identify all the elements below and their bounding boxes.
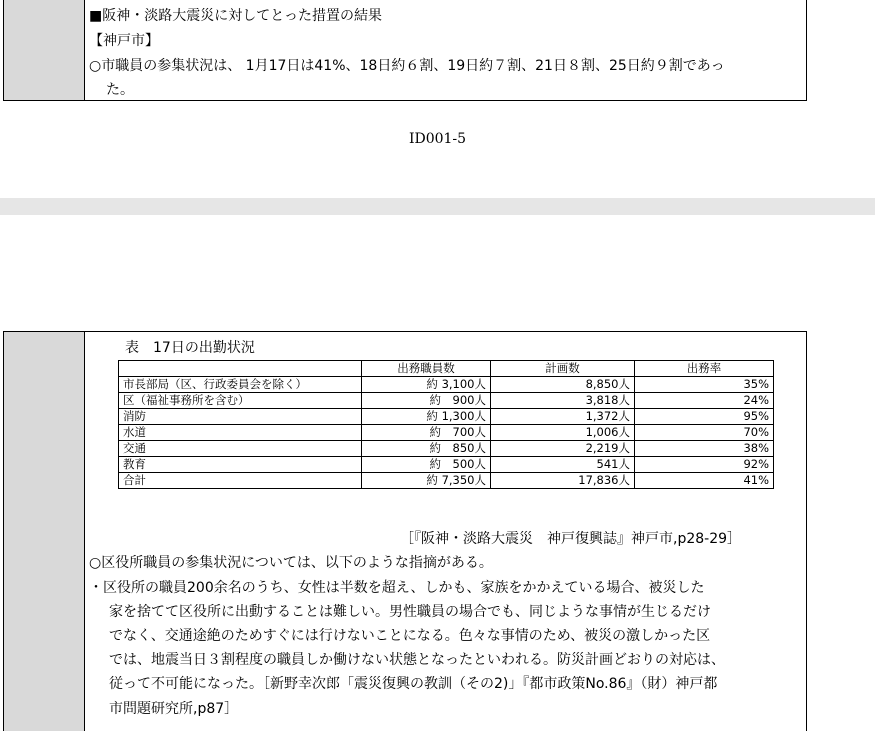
table-row [119, 425, 774, 441]
table-row [119, 457, 774, 473]
table-header-row [119, 361, 774, 377]
table-cell: 2,219人 [491, 441, 635, 457]
quote-line: 市問題研究所,p87］ [109, 701, 239, 717]
table-cell: 交通 [119, 441, 362, 457]
result-line-2: た。 [106, 82, 134, 98]
quote-line: 従って不可能になった。［新野幸次郎「震災復興の教訓（その2)」『都市政策No.86』（財）神戸都 [109, 676, 718, 692]
table-cell: 1,006人 [491, 425, 635, 441]
table-cell: 3,818人 [491, 393, 635, 409]
result-heading: ■阪神・淡路大震災に対してとった措置の結果 [89, 8, 382, 24]
table-cell: 約 500人 [362, 457, 491, 473]
table-cell: 95% [635, 409, 774, 425]
table-row [119, 409, 774, 425]
table-title: 表 17日の出勤状況 [125, 340, 255, 356]
table-cell: 541人 [491, 457, 635, 473]
note-intro: ○区役所職員の参集状況については、以下のような指摘がある。 [89, 555, 493, 571]
quote-line: では、地震当日３割程度の職員しか働けない状態となったといわれる。防災計画どおりの対応は、 [109, 652, 725, 668]
header-cell: 出務職員数 [362, 361, 491, 377]
table-cell: 市長部局（区、行政委員会を除く） [119, 377, 362, 393]
table-cell: 約 700人 [362, 425, 491, 441]
attendance-table [118, 360, 774, 489]
city-label: 【神戸市】 [89, 33, 159, 49]
table-row [119, 377, 774, 393]
header-cell: 計画数 [491, 361, 635, 377]
result-content [85, 0, 806, 100]
table-cell: 8,850人 [491, 377, 635, 393]
table-cell: 消防 [119, 409, 362, 425]
side-column [4, 0, 85, 100]
result-line-1: ○市職員の参集状況は、 1月17日は41%、18日約６割、19日約７割、21日８割、25日約９割であっ [89, 58, 725, 74]
table-cell: 24% [635, 393, 774, 409]
table-cell: 35% [635, 377, 774, 393]
table-source: ［『阪神・淡路大震災 神戸復興誌』神戸市,p28-29］ [400, 531, 742, 547]
table-row [119, 473, 774, 489]
table-row [119, 393, 774, 409]
separator-band [0, 198, 875, 215]
table-cell: 41% [635, 473, 774, 489]
attendance-box [3, 331, 807, 731]
table-cell: 区（福祉事務所を含む） [119, 393, 362, 409]
table-cell: 約 7,350人 [362, 473, 491, 489]
header-cell [119, 361, 362, 377]
table-cell: 約 3,100人 [362, 377, 491, 393]
document-id: ID001-5 [408, 131, 467, 147]
table-cell: 約 1,300人 [362, 409, 491, 425]
table-cell: 教育 [119, 457, 362, 473]
table-cell: 約 850人 [362, 441, 491, 457]
quote-line: ・区役所の職員200余名のうち、女性は半数を超え、しかも、家族をかかえている場合、被災した [89, 580, 705, 596]
table-cell: 17,836人 [491, 473, 635, 489]
table-cell: 水道 [119, 425, 362, 441]
attendance-content [85, 332, 806, 731]
table-row [119, 441, 774, 457]
table-cell: 70% [635, 425, 774, 441]
header-cell: 出務率 [635, 361, 774, 377]
table-cell: 38% [635, 441, 774, 457]
quote-line: でなく、交通途絶のためすぐには行けないことになる。色々な事情のため、被災の激しかった区 [109, 628, 711, 644]
table-cell: 1,372人 [491, 409, 635, 425]
side-column [4, 332, 85, 731]
table-cell: 約 900人 [362, 393, 491, 409]
table-cell: 92% [635, 457, 774, 473]
result-box [3, 0, 807, 101]
quote-line: 家を捨てて区役所に出動することは難しい。男性職員の場合でも、同じような事情が生じるだけ [109, 604, 711, 620]
table-cell: 合計 [119, 473, 362, 489]
